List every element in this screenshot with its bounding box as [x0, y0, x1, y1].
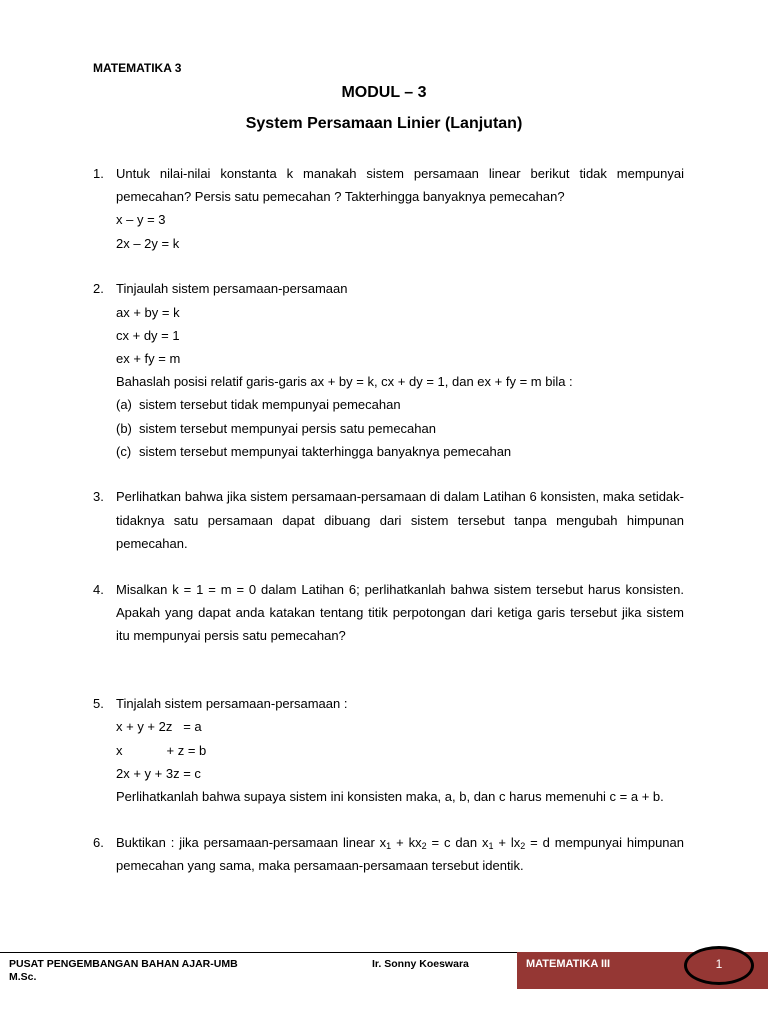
- problem-number: 3.: [93, 489, 104, 505]
- equation-left: x: [116, 742, 123, 758]
- footer-org-line2: M.Sc.: [9, 971, 37, 983]
- footer-organization: [9, 958, 369, 984]
- module-heading: MODUL – 3: [341, 84, 427, 101]
- problem-text: Perlihatkan bahwa jika sistem persamaan-persamaan di dalam Latihan 6 konsisten, maka setidak-tidaknya satu persamaan dapat dibuang dari sistem tersebut tanpa mengubah himpunan pemecahan.: [116, 489, 684, 551]
- equation-right: + z = b: [166, 742, 207, 758]
- option-b: [116, 417, 684, 440]
- footer-author: Ir. Sonny Koeswara: [372, 958, 469, 970]
- footer-course-box: [517, 952, 768, 989]
- problem-6: [93, 831, 684, 877]
- footer-course: MATEMATIKA III: [526, 958, 611, 970]
- equation: [116, 739, 684, 762]
- problem-text: Buktikan : jika persamaan-persamaan linear $x_1 + kx_2 = c$ dan $x_1 + lx_2 = d$ mempunyai himpunan pemecahan yang sama, maka persamaan-persamaan tersebut identik.: [116, 834, 684, 873]
- problem-list: [93, 162, 684, 877]
- footer-org-line1: PUSAT PENGEMBANGAN BAHAN AJAR-UMB: [9, 958, 238, 970]
- problem-4: [93, 578, 684, 648]
- problem-text: Untuk nilai-nilai konstanta k manakah sistem persamaan linear berikut tidak mempunyai pemecahan? Persis satu pemecahan ? Takterhingga banyaknya pemecahan?: [116, 166, 684, 205]
- page-number: 1: [715, 957, 723, 971]
- equation-left: x + y + 2z: [116, 719, 173, 735]
- problem-number: 1.: [93, 166, 104, 181]
- equation: ex + fy = m: [116, 350, 181, 366]
- problem-intro: Tinjalah sistem persamaan-persamaan :: [116, 696, 348, 712]
- option-text: sistem tersebut mempunyai takterhingga banyaknya pemecahan: [139, 443, 512, 459]
- option-text: sistem tersebut tidak mempunyai pemecahan: [139, 397, 401, 413]
- option-label: (c): [116, 443, 132, 459]
- problem-number: 6.: [93, 834, 104, 850]
- problem-number: 5.: [93, 696, 104, 712]
- problem-3: [93, 485, 684, 555]
- problem-1: [93, 162, 684, 255]
- problem-5: [93, 692, 684, 808]
- problem-intro: Tinjaulah sistem persamaan-persamaan: [116, 281, 348, 297]
- equation: x – y = 3: [116, 212, 166, 228]
- equation-right: = a: [183, 719, 202, 735]
- option-label: (b): [116, 420, 132, 436]
- problem-text: Bahaslah posisi relatif garis-garis ax + by = k, cx + dy = 1, dan ex + fy = m bila :: [116, 374, 573, 390]
- problem-text: Misalkan k = 1 = m = 0 dalam Latihan 6; perlihatkanlah bahwa sistem tersebut harus konsisten. Apakah yang dapat anda katakan tentang titik perpotongan dari ketiga garis tersebut jika sistem itu mempunyai persis satu pemecahan?: [116, 581, 684, 643]
- course-header: MATEMATIKA 3: [93, 61, 182, 75]
- problem-number: 2.: [93, 281, 104, 297]
- page-title: System Persamaan Linier (Lanjutan): [245, 115, 523, 132]
- footer-divider: [0, 952, 517, 953]
- option-text: sistem tersebut mempunyai persis satu pemecahan: [139, 420, 436, 436]
- option-c: [116, 440, 684, 463]
- equation: [116, 715, 684, 738]
- problem-text: Perlihatkanlah bahwa supaya sistem ini konsisten maka, a, b, dan c harus memenuhi c = a + b.: [116, 788, 664, 804]
- problem-2: [93, 277, 684, 463]
- equation: 2x – 2y = k: [116, 235, 180, 251]
- page-number-circle: [684, 946, 754, 985]
- problem-number: 4.: [93, 581, 104, 597]
- equation: cx + dy = 1: [116, 327, 180, 343]
- equation: 2x + y + 3z = c: [116, 765, 201, 781]
- equation: ax + by = k: [116, 304, 180, 320]
- option-label: (a): [116, 397, 132, 413]
- option-a: [116, 393, 684, 416]
